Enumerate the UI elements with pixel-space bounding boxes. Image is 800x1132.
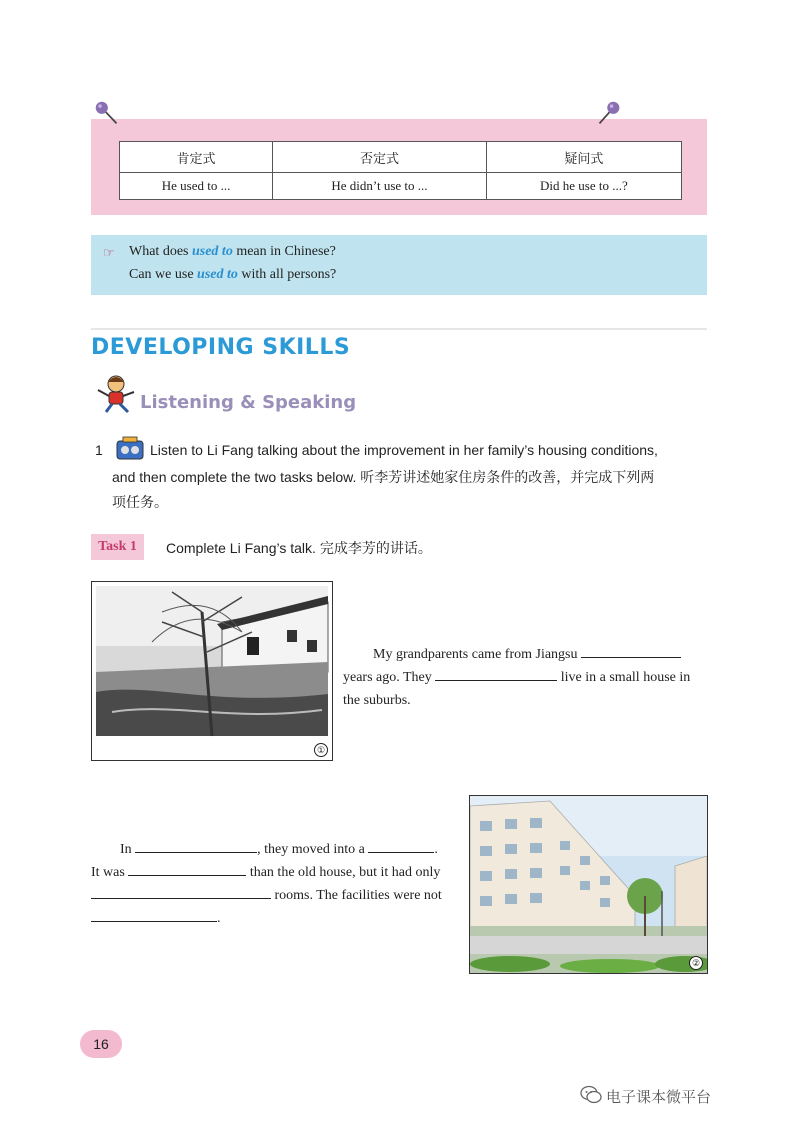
pushpin-icon xyxy=(94,100,120,126)
task-badge: Task 1 xyxy=(91,534,144,560)
task-instruction: Complete Li Fang’s talk. 完成李芳的讲话。 xyxy=(166,540,432,556)
pushpin-icon xyxy=(596,100,622,126)
fill-blank[interactable] xyxy=(135,838,257,853)
grammar-table-box xyxy=(91,119,707,215)
exercise-text: Listen to Li Fang talking about the improvement in her family’s housing conditions, xyxy=(150,442,658,458)
grammar-table xyxy=(119,141,682,200)
table-cell: He used to ... xyxy=(120,173,273,200)
talk-line: . xyxy=(91,907,221,930)
fill-blank[interactable] xyxy=(581,643,681,658)
apartment-photo xyxy=(469,795,708,974)
watermark: 电子课本微平台 xyxy=(606,1088,712,1106)
exercise-number: 1 xyxy=(95,442,103,458)
talk-line: In , they moved into a . xyxy=(120,838,438,861)
section-title: DEVELOPING SKILLS xyxy=(91,335,351,360)
old-house-photo xyxy=(91,581,333,761)
talk-line: rooms. The facilities were not xyxy=(91,884,442,907)
question-box xyxy=(91,235,707,295)
subsection-title: Listening & Speaking xyxy=(140,392,357,413)
table-cell: Did he use to ...? xyxy=(486,173,681,200)
wechat-icon xyxy=(580,1084,602,1106)
photo-label: ② xyxy=(689,956,703,970)
fill-blank[interactable] xyxy=(91,907,217,922)
table-header: 否定式 xyxy=(273,142,487,173)
fill-blank[interactable] xyxy=(91,884,271,899)
talk-line: the suburbs. xyxy=(343,693,411,708)
table-header: 肯定式 xyxy=(120,142,273,173)
exercise-text: 项任务。 xyxy=(112,494,168,510)
page-number: 16 xyxy=(80,1030,122,1058)
fill-blank[interactable] xyxy=(128,861,246,876)
pointing-hand-icon: ☞ xyxy=(103,245,115,260)
exercise-text: and then complete the two tasks below. 听李芳讲述她家住房条件的改善，并完成下列两 xyxy=(112,469,655,485)
photo-label: ① xyxy=(314,743,328,757)
listening-figure-icon xyxy=(92,374,138,414)
question-line: Can we use used to with all persons? xyxy=(129,267,337,282)
audio-player-icon xyxy=(115,435,145,461)
divider xyxy=(91,328,707,330)
talk-line: My grandparents came from Jiangsu xyxy=(373,643,681,666)
talk-line: years ago. They live in a small house in xyxy=(343,666,690,689)
fill-blank[interactable] xyxy=(368,838,434,853)
talk-line: It was than the old house, but it had only xyxy=(91,861,440,884)
table-header: 疑问式 xyxy=(486,142,681,173)
question-line: What does used to mean in Chinese? xyxy=(129,244,336,259)
table-cell: He didn’t use to ... xyxy=(273,173,487,200)
fill-blank[interactable] xyxy=(435,666,557,681)
